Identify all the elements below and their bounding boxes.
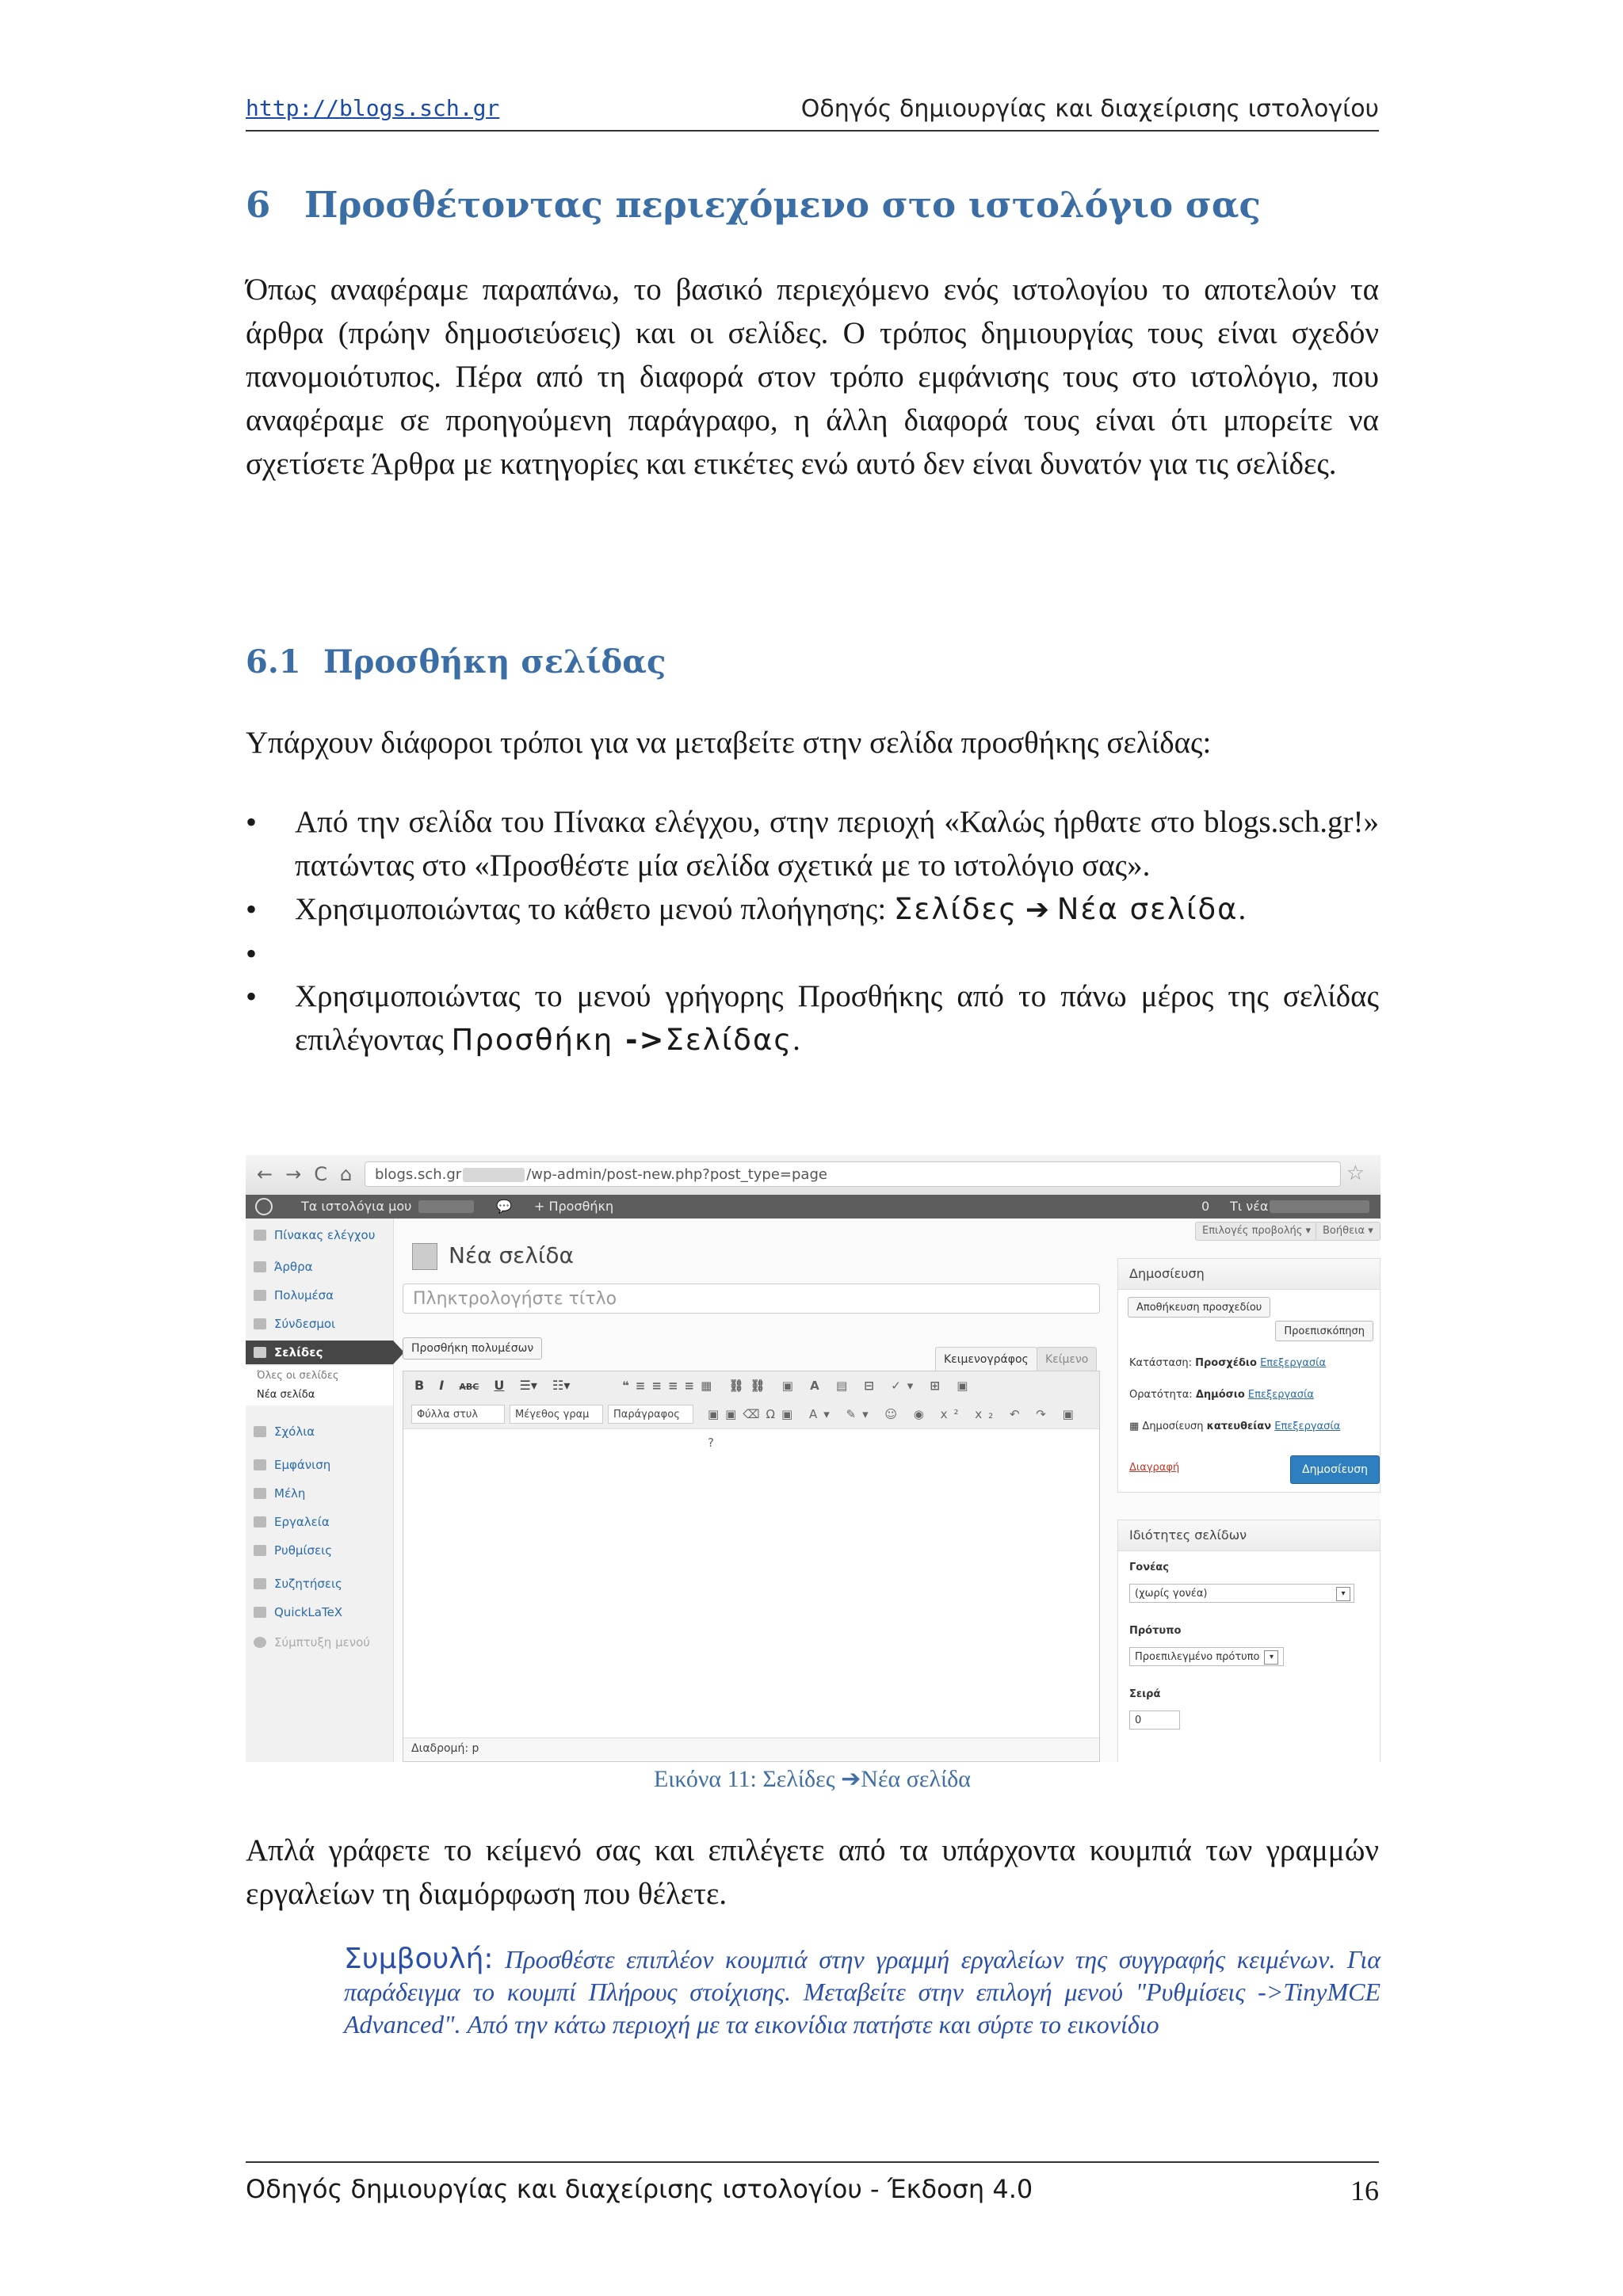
bullet-2-end: . xyxy=(1238,892,1247,926)
section-heading xyxy=(246,184,1261,226)
tip-label: Συμβουλή: xyxy=(344,1943,494,1975)
dashboard-icon xyxy=(254,1230,266,1241)
sidebar-item-label: Σύμπτυξη μενού xyxy=(274,1635,370,1650)
intro-paragraph: Όπως αναφέραμε παραπάνω, το βασικό περιεχόμενο ενός ιστολογίου το αποτελούν τα άρθρα (πρώην δημοσιεύσεις) και οι σελίδες. Ο τρόπος δημιουργίας τους είναι σχεδόν πανομοιότυπος. Πέρα από τη διαφορά στον τρόπο εμφάνισης τους στο ιστολόγιο, που αναφέραμε σε προηγούμενη παράγραφο, η άλλη διαφορά τους είναι ότι μπορείτε να σχετίσετε Άρθρα με κατηγορίες και ετικέτες ενώ αυτό δεν είναι δυνατόν για τις σελίδες. xyxy=(246,273,1379,481)
template-label: Πρότυπο xyxy=(1129,1625,1182,1637)
figure-caption xyxy=(246,1765,1379,1793)
address-path: /wp-admin/post-new.php?post_type=page xyxy=(526,1166,827,1183)
tip-note xyxy=(344,1943,1381,2041)
sidebar-collapse[interactable] xyxy=(246,1630,393,1654)
sidebar-item-label: Άρθρα xyxy=(274,1260,313,1274)
ways-paragraph: Υπάρχουν διάφοροι τρόποι για να μεταβείτε στην σελίδα προσθήκης σελίδας: xyxy=(246,726,1212,760)
sidebar-item-quicklatex[interactable] xyxy=(246,1600,393,1624)
admin-sidebar xyxy=(246,1219,394,1762)
sidebar-item-label: QuickLaTeX xyxy=(274,1605,343,1619)
arrow-right-icon: ➔ xyxy=(1025,894,1050,926)
list-spacer xyxy=(246,932,1379,974)
wordpress-screenshot xyxy=(246,1155,1381,1762)
schedule-value: κατευθείαν xyxy=(1206,1421,1272,1432)
sidebar-item-links[interactable] xyxy=(246,1312,393,1336)
sidebar-item-label: Εργαλεία xyxy=(274,1515,330,1529)
status-value: Προσχέδιο xyxy=(1195,1357,1257,1369)
caption-text: Εικόνα 11: Σελίδες xyxy=(653,1766,842,1792)
sidebar-item-dashboard[interactable] xyxy=(246,1223,393,1247)
strikethrough-button[interactable]: ABC xyxy=(459,1382,479,1392)
admin-bar xyxy=(246,1195,1381,1219)
list-item xyxy=(246,800,1379,887)
trash-link[interactable]: Διαγραφή xyxy=(1129,1462,1180,1474)
submenu-all-pages[interactable]: Όλες οι σελίδες xyxy=(246,1366,393,1386)
menu-pages-label: Σελίδες xyxy=(893,892,1018,926)
edit-status-link[interactable]: Επεξεργασία xyxy=(1260,1357,1327,1369)
comment-icon xyxy=(254,1426,266,1437)
comment-icon[interactable]: 💬 xyxy=(496,1199,512,1214)
menu-new-page-label: Νέα σελίδα xyxy=(1056,892,1239,926)
star-icon[interactable]: ☆ xyxy=(1346,1161,1365,1185)
page-title xyxy=(412,1242,574,1270)
status-label: Κατάσταση: xyxy=(1129,1357,1192,1369)
order-input[interactable]: 0 xyxy=(1129,1711,1180,1730)
settings-icon xyxy=(254,1545,266,1556)
sidebar-item-label: Σχόλια xyxy=(274,1425,315,1439)
sidebar-item-appearance[interactable] xyxy=(246,1453,393,1477)
bold-button[interactable]: B xyxy=(414,1378,425,1393)
parent-select[interactable] xyxy=(1129,1584,1354,1603)
header-title: Οδηγός δημιουργίας και διαχείρισης ιστολογίου xyxy=(800,95,1379,123)
publish-box-title: Δημοσίευση xyxy=(1118,1259,1380,1290)
pages-icon xyxy=(254,1347,266,1358)
appearance-icon xyxy=(254,1459,266,1470)
sidebar-item-users[interactable] xyxy=(246,1482,393,1505)
sidebar-item-label: Συζητήσεις xyxy=(274,1577,342,1591)
edit-visibility-link[interactable]: Επεξεργασία xyxy=(1247,1389,1314,1401)
tab-text[interactable]: Κείμενο xyxy=(1037,1347,1097,1371)
page-attributes-box xyxy=(1117,1520,1381,1762)
sidebar-item-pages[interactable] xyxy=(246,1341,393,1364)
my-blogs-link[interactable]: Τα ιστολόγια μου xyxy=(301,1199,412,1214)
bullet-list-button[interactable]: ☰▾ xyxy=(519,1378,537,1393)
sidebar-item-label: Εμφάνιση xyxy=(274,1458,331,1472)
wordpress-logo-icon[interactable] xyxy=(255,1198,273,1215)
tab-visual[interactable]: Κειμενογράφος xyxy=(935,1347,1037,1371)
tools-icon xyxy=(254,1516,266,1527)
greeting-label[interactable]: Τι νέα xyxy=(1230,1199,1269,1214)
closing-paragraph: Απλά γράφετε το κείμενό σας και επιλέγετε από τα υπάρχοντα κουμπιά των γραμμών εργαλείων τη διαμόρφωση που θέλετε. xyxy=(246,1833,1379,1911)
pin-icon xyxy=(254,1261,266,1272)
sidebar-item-label: Πολυμέσα xyxy=(274,1288,334,1302)
formatting-icons[interactable]: ❝≡≡≡≡▦ ⛓⛓ ▣ A ▤ ⊟ ✓▾ ⊞ ▣ xyxy=(622,1379,975,1393)
parent-value: (χωρίς γονέα) xyxy=(1135,1588,1208,1600)
font-size-select[interactable]: Μέγεθος γραμ xyxy=(510,1405,603,1424)
template-value: Προεπιλεγμένο πρότυπο xyxy=(1135,1651,1260,1663)
font-family-select[interactable]: Φύλλα στυλ xyxy=(411,1405,505,1424)
chevron-down-icon: ▾ xyxy=(1336,1587,1350,1601)
list-item xyxy=(246,974,1379,1062)
parent-label: Γονέας xyxy=(1129,1562,1169,1573)
sidebar-item-media[interactable] xyxy=(246,1283,393,1307)
sidebar-item-label: Ρυθμίσεις xyxy=(274,1543,333,1558)
arrow-right-icon: ➔ xyxy=(841,1766,861,1792)
blurred-region xyxy=(418,1200,474,1213)
bullet-3-end: . xyxy=(792,1023,800,1057)
sidebar-item-label: Πίνακας ελέγχου xyxy=(274,1228,376,1242)
bullet-1-text: Από την σελίδα του Πίνακα ελέγχου, στην περιοχή «Καλώς ήρθατε στο blogs.sch.gr!» πατώντας στο «Προσθέστε μία σελίδα σχετικά με το ιστολόγιο σας». xyxy=(295,805,1379,883)
visibility-row xyxy=(1129,1389,1314,1401)
sidebar-item-posts[interactable] xyxy=(246,1255,393,1279)
footer-title: Οδηγός δημιουργίας και διαχείρισης ιστολογίου - Έκδοση 4.0 xyxy=(246,2174,1033,2204)
help-button[interactable]: Βοήθεια ▾ xyxy=(1316,1222,1381,1241)
title-input[interactable]: Πληκτρολογήστε τίτλο xyxy=(403,1283,1100,1314)
media-icon xyxy=(254,1290,266,1301)
subsection-number: 6.1 xyxy=(246,643,301,681)
sidebar-item-settings[interactable] xyxy=(246,1539,393,1562)
attributes-box-title: Ιδιότητες σελίδων xyxy=(1118,1520,1380,1551)
discussions-icon xyxy=(254,1578,266,1589)
page-number: 16 xyxy=(1350,2175,1379,2206)
italic-button[interactable]: I xyxy=(439,1378,445,1393)
add-media-button[interactable]: Προσθήκη πολυμέσων xyxy=(403,1337,542,1360)
bullet-2-text: Χρησιμοποιώντας το κάθετο μενού πλοήγησης: xyxy=(295,892,894,926)
save-draft-button[interactable]: Αποθήκευση προσχεδίου xyxy=(1128,1297,1270,1318)
arrow-text: -> xyxy=(613,1023,666,1057)
template-select[interactable] xyxy=(1129,1647,1284,1666)
schedule-label: Δημοσίευση xyxy=(1142,1421,1204,1432)
toolbar-row-1 xyxy=(403,1371,1099,1401)
page-footer xyxy=(246,2161,1379,2206)
visibility-value: Δημόσιο xyxy=(1195,1389,1245,1401)
ways-list xyxy=(246,800,1379,1062)
order-label: Σειρά xyxy=(1129,1688,1161,1700)
page-header xyxy=(246,93,1379,132)
section-title: Προσθέτοντας περιεχόμενο στο ιστολόγιο σας xyxy=(304,184,1261,226)
editor-path: Διαδρομή: p xyxy=(403,1737,1099,1761)
visibility-label: Ορατότητα: xyxy=(1129,1389,1193,1401)
content-editor[interactable] xyxy=(403,1371,1100,1762)
tip-text: Προσθέστε επιπλέον κουμπιά στην γραμμή εργαλείων της συγγραφής κειμένων. Για παράδειγμα το κουμπί Πλήρους στοίχισης. Μεταβείτε στην επιλογή μενού "Ρυθμίσεις ->TinyMCE Advanced". Από την κάτω περιοχή με τα εικονίδια πατήστε και σύρτε το εικονίδιο xyxy=(344,1945,1381,2039)
sidebar-item-discussions[interactable] xyxy=(246,1572,393,1596)
address-host: blogs.sch.gr xyxy=(375,1166,462,1183)
quicklatex-icon xyxy=(254,1607,266,1618)
submenu-new-page[interactable]: Νέα σελίδα xyxy=(246,1385,393,1405)
editor-main xyxy=(403,1219,1381,1762)
add-new-menu[interactable]: + Προσθήκη xyxy=(534,1199,614,1214)
link-icon xyxy=(254,1318,266,1329)
sidebar-item-label: Σύνδεσμοι xyxy=(274,1317,336,1331)
section-number: 6 xyxy=(246,184,271,226)
blurred-region xyxy=(463,1168,525,1182)
notification-count[interactable]: 0 xyxy=(1201,1199,1210,1214)
sidebar-item-label: Σελίδες xyxy=(274,1345,323,1360)
sidebar-item-tools[interactable] xyxy=(246,1510,393,1534)
menu-page-label: Σελίδας xyxy=(665,1023,793,1057)
screen-options-button[interactable]: Επιλογές προβολής ▾ xyxy=(1195,1222,1318,1241)
header-url-link[interactable]: http://blogs.sch.gr xyxy=(246,95,500,121)
caption-text-2: Νέα σελίδα xyxy=(861,1766,972,1792)
subsection-heading xyxy=(246,643,666,681)
sidebar-item-label: Μέλη xyxy=(274,1486,306,1501)
subsection-title: Προσθήκη σελίδας xyxy=(323,643,666,681)
publish-box xyxy=(1117,1258,1381,1493)
browser-nav-icons[interactable]: ←→C⌂ xyxy=(257,1163,365,1185)
users-icon xyxy=(254,1488,266,1499)
blurred-region xyxy=(1270,1200,1369,1213)
chevron-down-icon: ▾ xyxy=(1264,1650,1278,1665)
toolbar-row-2 xyxy=(403,1400,1099,1450)
browser-chrome xyxy=(246,1155,1381,1196)
status-row xyxy=(1129,1357,1326,1369)
formatting-icons-2[interactable]: ▣▣⌫Ω▣ A▾ ✎▾ ☺ ◉ x² x₂ ↶ ↷ ▣ ? xyxy=(708,1407,1080,1450)
preview-button[interactable]: Προεπισκόπηση xyxy=(1275,1321,1373,1341)
page-title-text: Νέα σελίδα xyxy=(449,1242,574,1268)
numbered-list-button[interactable]: ☷▾ xyxy=(552,1378,571,1393)
list-item xyxy=(246,887,1379,932)
calendar-icon: ▦ xyxy=(1129,1421,1143,1432)
address-bar[interactable] xyxy=(365,1161,1341,1187)
page-icon xyxy=(412,1243,437,1270)
bullet-3-text: Χρησιμοποιώντας το μενού γρήγορης Προσθήκης από το πάνω μέρος της σελίδας επιλέγοντας xyxy=(295,979,1379,1057)
collapse-icon xyxy=(254,1637,266,1648)
paragraph-select[interactable]: Παράγραφος xyxy=(608,1405,693,1424)
underline-button[interactable]: U xyxy=(494,1378,505,1393)
publish-button[interactable]: Δημοσίευση xyxy=(1290,1455,1380,1484)
sidebar-item-comments[interactable] xyxy=(246,1420,393,1444)
schedule-row xyxy=(1129,1421,1340,1432)
menu-add-label: Προσθήκη xyxy=(451,1023,614,1057)
edit-schedule-link[interactable]: Επεξεργασία xyxy=(1274,1421,1341,1432)
